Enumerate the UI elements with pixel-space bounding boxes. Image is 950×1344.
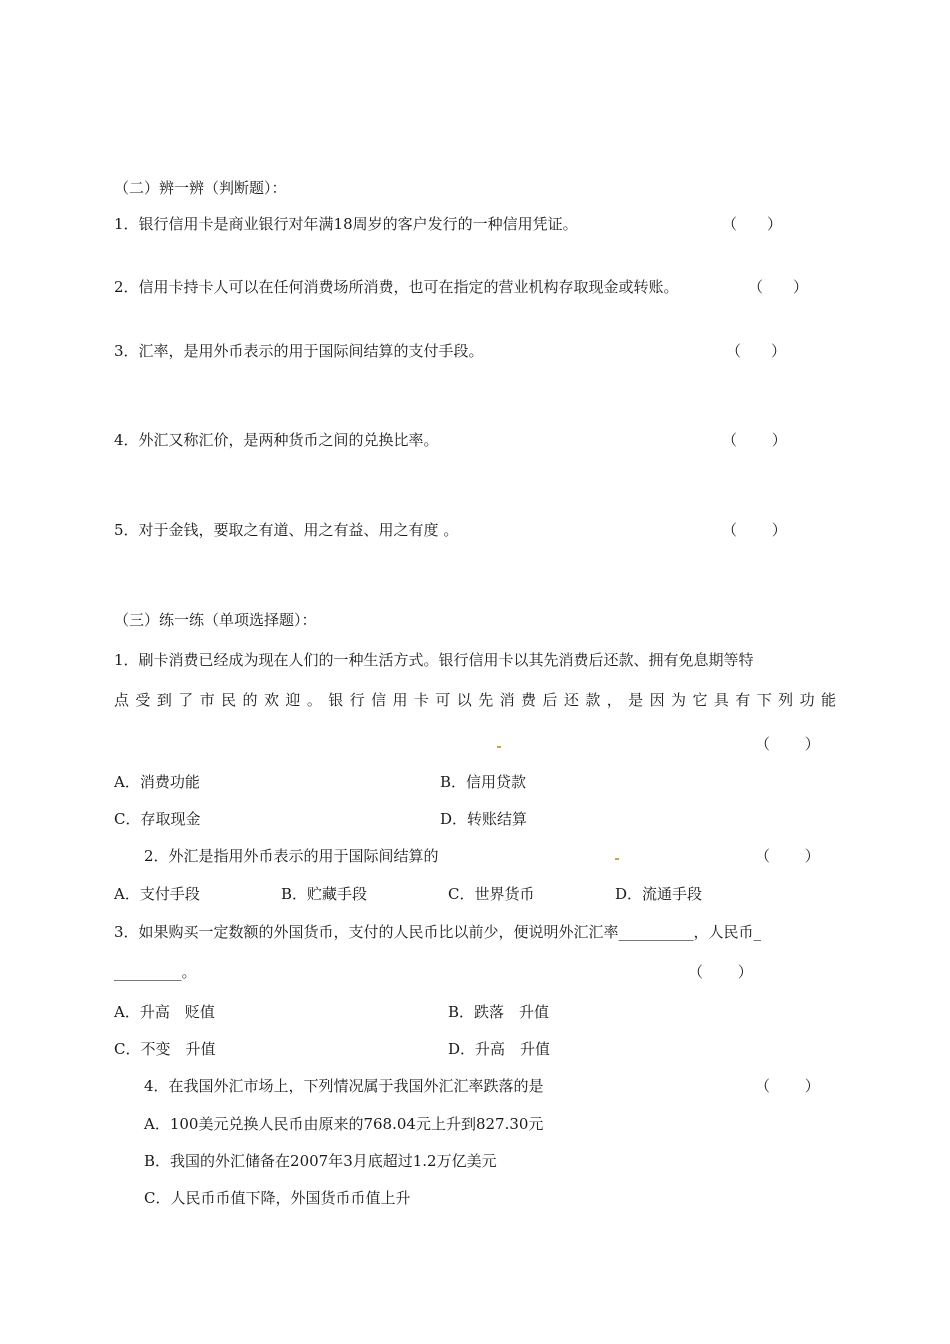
question-4-option-b: B．我国的外汇储备在2007年3月底超过1.2万亿美元	[144, 1152, 497, 1170]
question-1-paren: （ ）	[755, 735, 820, 753]
judgment-item-5: 5．对于金钱，要取之有道、用之有益、用之有度 。	[114, 521, 459, 539]
question-2-paren: （ ）	[755, 847, 820, 865]
question-2-option-a: A．支付手段	[114, 885, 200, 903]
question-3-option-d: D．升高 升值	[448, 1040, 551, 1058]
answer-paren-4: （ ）	[722, 431, 787, 449]
answer-paren-2: （ ）	[748, 278, 809, 296]
question-4-stem: 4．在我国外汇市场上，下列情况属于我国外汇汇率跌落的是	[144, 1077, 544, 1095]
question-2-option-d: D．流通手段	[615, 885, 703, 903]
question-3-option-b: B．跌落 升值	[448, 1003, 550, 1021]
question-1-line-1: 1．刷卡消费已经成为现在人们的一种生活方式。银行信用卡以其先消费后还款、拥有免息期等特	[114, 651, 754, 669]
section-heading-choice: （三）练一练（单项选择题）：	[114, 611, 317, 629]
question-2-stem: 2．外汇是指用外币表示的用于国际间结算的	[144, 847, 439, 865]
question-1-option-d: D．转账结算	[440, 810, 528, 828]
judgment-item-3: 3．汇率，是用外币表示的用于国际间结算的支付手段。	[114, 342, 484, 360]
answer-paren-5: （ ）	[722, 521, 787, 539]
section-heading-judgment: （二）辨一辨（判断题）：	[114, 179, 287, 197]
answer-paren-1: （ ）	[722, 215, 783, 233]
answer-paren-3: （ ）	[726, 342, 787, 360]
question-4-paren: （ ）	[755, 1077, 820, 1095]
stray-mark	[497, 746, 501, 748]
question-2-option-c: C．世界货币	[448, 885, 535, 903]
question-3-option-a: A．升高 贬值	[114, 1003, 215, 1021]
question-3-paren: （ ）	[688, 963, 753, 981]
question-1-line-2: 点受到了市民的欢迎。银行信用卡可以先消费后还款，是因为它具有下列功能	[114, 691, 836, 709]
question-1-option-c: C．存取现金	[114, 810, 201, 828]
question-4-option-c: C．人民币币值下降，外国货币币值上升	[144, 1189, 411, 1207]
question-3-option-c: C．不变 升值	[114, 1040, 216, 1058]
question-1-option-b: B．信用贷款	[440, 773, 527, 791]
question-1-option-a: A．消费功能	[114, 773, 200, 791]
stray-mark	[615, 858, 619, 860]
question-4-option-a: A．100美元兑换人民币由原来的768.04元上升到827.30元	[144, 1115, 544, 1133]
question-3-line-1: 3．如果购买一定数额的外国货币，支付的人民币比以前少，便说明外汇汇率__________，人民币_	[114, 923, 762, 941]
judgment-item-4: 4．外汇又称汇价，是两种货币之间的兑换比率。	[114, 431, 439, 449]
question-3-line-2: _________。	[114, 963, 197, 981]
judgment-item-1: 1．银行信用卡是商业银行对年满18周岁的客户发行的一种信用凭证。	[114, 215, 578, 233]
question-2-option-b: B．贮藏手段	[281, 885, 368, 903]
judgment-item-2: 2．信用卡持卡人可以在任何消费场所消费，也可在指定的营业机构存取现金或转账。	[114, 278, 679, 296]
